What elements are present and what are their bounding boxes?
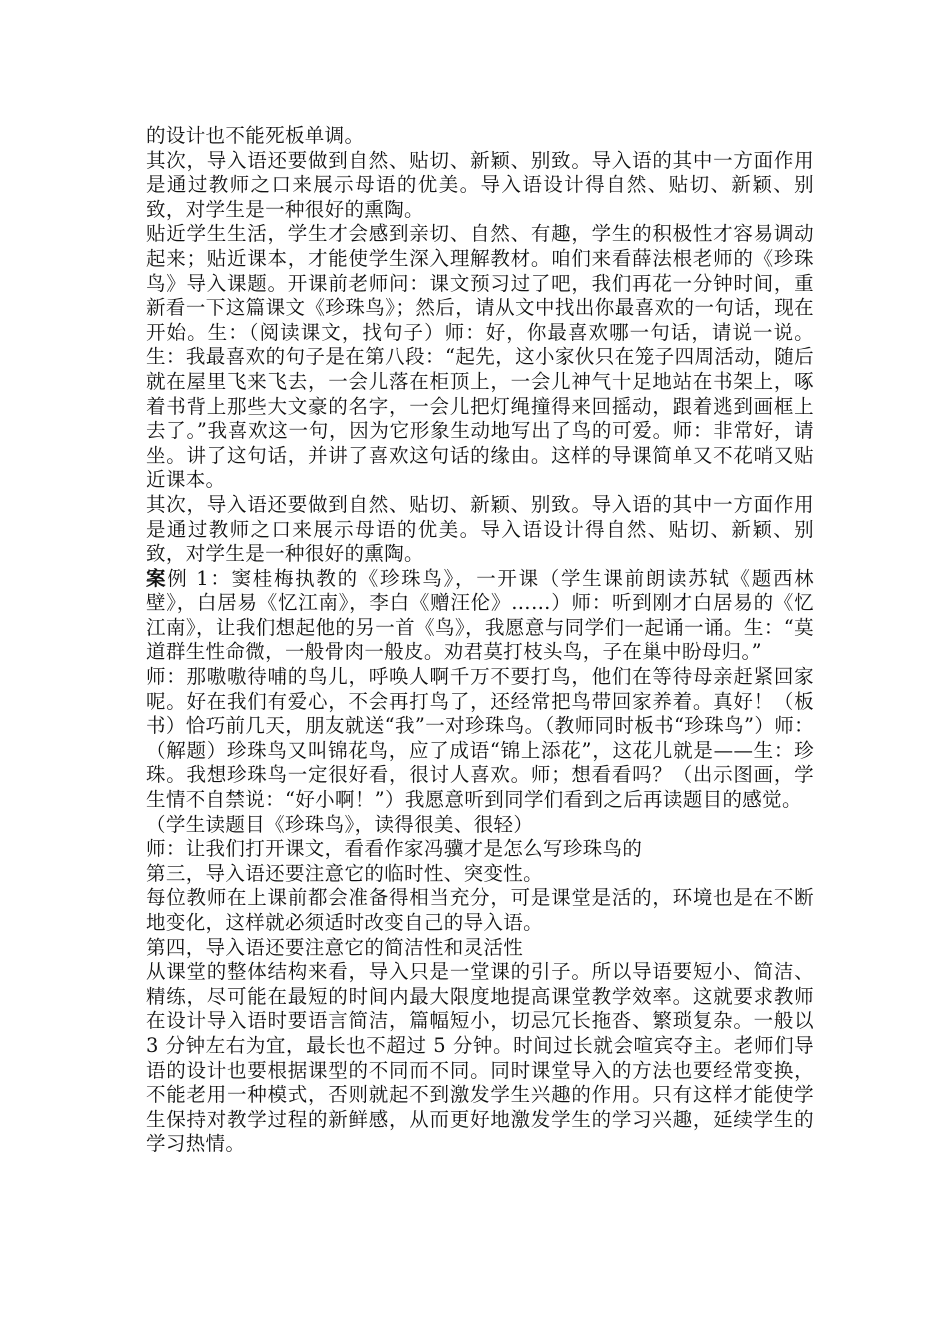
paragraph-4: 其次，导入语还要做到自然、贴切、新颖、别致。导入语的其中一方面作用是通过教师之口来展示母语的优美。导入语设计得自然、贴切、新颖、别致，对学生是一种很好的熏陶。 — [146, 492, 814, 566]
paragraph-12: 从课堂的整体结构来看，导入只是一堂课的引子。所以导语要短小、简洁、精练，尽可能在最短的时间内最大限度地提高课堂教学效率。这就要求教师在设计导入语时要语言简洁，篇幅短小，切忌冗长拖沓、繁琐复杂。一般以 3 分钟左右为宜，最长也不超过 5 分钟。时间过长就会喧宾夺主。老师们导语的设计也要根据课型的不同而不同。同时课堂导入的方法也要经常变换，不能老用一种模式，否则就起不到激发学生兴趣的作用。只有这样才能使学生保持对教学过程的新鲜感，从而更好地激发学生的学习兴趣，延续学生的学习热情。 — [146, 960, 814, 1156]
paragraph-10: 每位教师在上课前都会准备得相当充分，可是课堂是活的，环境也是在不断地变化，这样就必须适时改变自己的导入语。 — [146, 886, 814, 934]
paragraph-11: 第四，导入语还要注意它的简洁性和灵活性 — [146, 935, 524, 959]
paragraph-1: 的设计也不能死板单调。 — [146, 124, 365, 147]
paragraph-7: （学生读题目《珍珠鸟》，读得很美、很轻） — [146, 812, 534, 836]
document-body — [146, 124, 814, 1157]
case-paragraph — [146, 567, 814, 665]
case-lead-text: 案 — [146, 566, 168, 590]
paragraph-6: 师：那嗷嗷待哺的鸟儿，呼唤人啊千万不要打鸟，他们在等待母亲赶紧回家呢。好在我们有爱心，不会再打鸟了，还经常把鸟带回家养着。真好！（板书）恰巧前几天，朋友就送“我”一对珍珠鸟。（教师同时板书“珍珠鸟”）师：（解题）珍珠鸟又叫锦花鸟，应了成语“锦上添花”，这花儿就是——生：珍珠。我想珍珠鸟一定很好看，很讨人喜欢。师；想看看吗？（出示图画，学生情不自禁说：“好小啊！”）我愿意听到同学们看到之后再读题目的感觉。 — [146, 665, 814, 812]
case-rest-text: 例 1：窦桂梅执教的《珍珠鸟》，一开课（学生课前朗读苏轼《题西林壁》，白居易《忆江南》，李白《赠汪伦》……）师：听到刚才白居易的《忆江南》，让我们想起他的另一首《鸟》，我愿意与同学们一起诵一诵。生：“莫道群生性命微，一般骨肉一般皮。劝君莫打枝头鸟，子在巢中盼母归。” — [146, 566, 814, 664]
paragraph-3: 贴近学生生活，学生才会感到亲切、自然、有趣，学生的积极性才容易调动起来；贴近课本，才能使学生深入理解教材。咱们来看薛法根老师的《珍珠鸟》导入课题。开课前老师问：课文预习过了吧，我们再花一分钟时间，重新看一下这篇课文《珍珠鸟》；然后，请从文中找出你最喜欢的一句话，现在开始。生：（阅读课文，找句子）师：好，你最喜欢哪一句话，请说一说。生：我最喜欢的句子是在第八段：“起先，这小家伙只在笼子四周活动，随后就在屋里飞来飞去，一会儿落在柜顶上，一会儿神气十足地站在书架上，啄着书背上那些大文豪的名字，一会儿把灯绳撞得来回摇动，跟着逃到画框上去了。”我喜欢这一句，因为它形象生动地写出了鸟的可爱。师：非常好，请坐。讲了这句话，并讲了喜欢这句话的缘由。这样的导课简单又不花哨又贴近课本。 — [146, 222, 814, 492]
paragraph-8: 师：让我们打开课文，看看作家冯骥才是怎么写珍珠鸟的 — [146, 837, 643, 861]
paragraph-2: 其次，导入语还要做到自然、贴切、新颖、别致。导入语的其中一方面作用是通过教师之口来展示母语的优美。导入语设计得自然、贴切、新颖、别致，对学生是一种很好的熏陶。 — [146, 148, 814, 221]
paragraph-9: 第三，导入语还要注意它的临时性、突变性。 — [146, 861, 544, 885]
